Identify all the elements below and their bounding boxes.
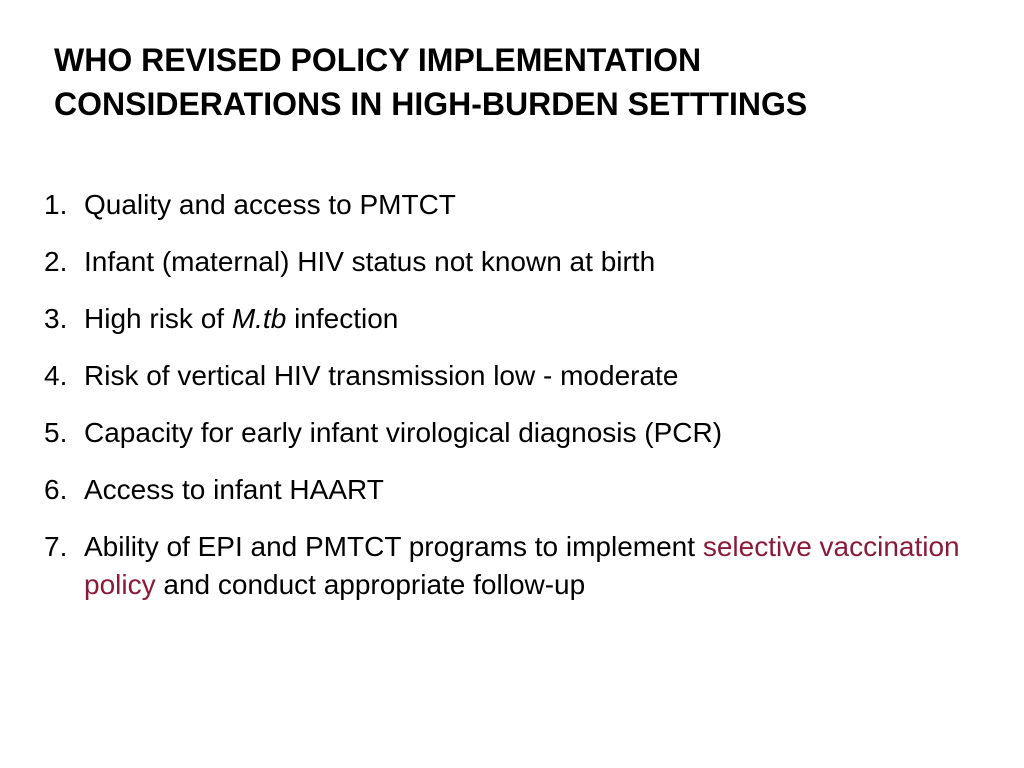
item-text: Capacity for early infant virological diagnosis (PCR) [84, 417, 723, 448]
item-text: Access to infant HAART [84, 474, 384, 505]
title-line-2: CONSIDERATIONS IN HIGH-BURDEN SETTTINGS [54, 86, 808, 122]
list-item-1 [44, 186, 1004, 224]
item-number: 5. [44, 417, 68, 448]
list-item-5 [44, 414, 1004, 452]
item-text-post: infection [286, 303, 399, 334]
item-text: Risk of vertical HIV transmission low - moderate [84, 360, 679, 391]
list-item-7 [44, 528, 1004, 604]
list-item-3 [44, 300, 1004, 338]
title-line-1: WHO REVISED POLICY IMPLEMENTATION [54, 42, 702, 78]
consideration-list [44, 186, 1004, 623]
slide-title [54, 38, 1004, 126]
list-item-2 [44, 243, 1004, 281]
item-number: 7. [44, 531, 68, 562]
list-item-4 [44, 357, 1004, 395]
item-text: Infant (maternal) HIV status not known at birth [84, 246, 656, 277]
item-number: 4. [44, 360, 68, 391]
item-text [84, 300, 1004, 338]
item-text-italic: M.tb [231, 303, 287, 334]
item-number: 3. [44, 303, 68, 334]
item-text-post: and conduct appropriate follow-up [155, 569, 586, 600]
item-text [84, 528, 1004, 604]
item-number: 6. [44, 474, 68, 505]
list-item-6 [44, 471, 1004, 509]
item-text-highlight: selective vaccination policy [84, 531, 960, 600]
item-number: 1. [44, 189, 68, 220]
item-text-pre: High risk of [84, 303, 232, 334]
item-text-pre: Ability of EPI and PMTCT programs to implement [84, 531, 703, 562]
item-text: Quality and access to PMTCT [84, 189, 456, 220]
item-number: 2. [44, 246, 68, 277]
